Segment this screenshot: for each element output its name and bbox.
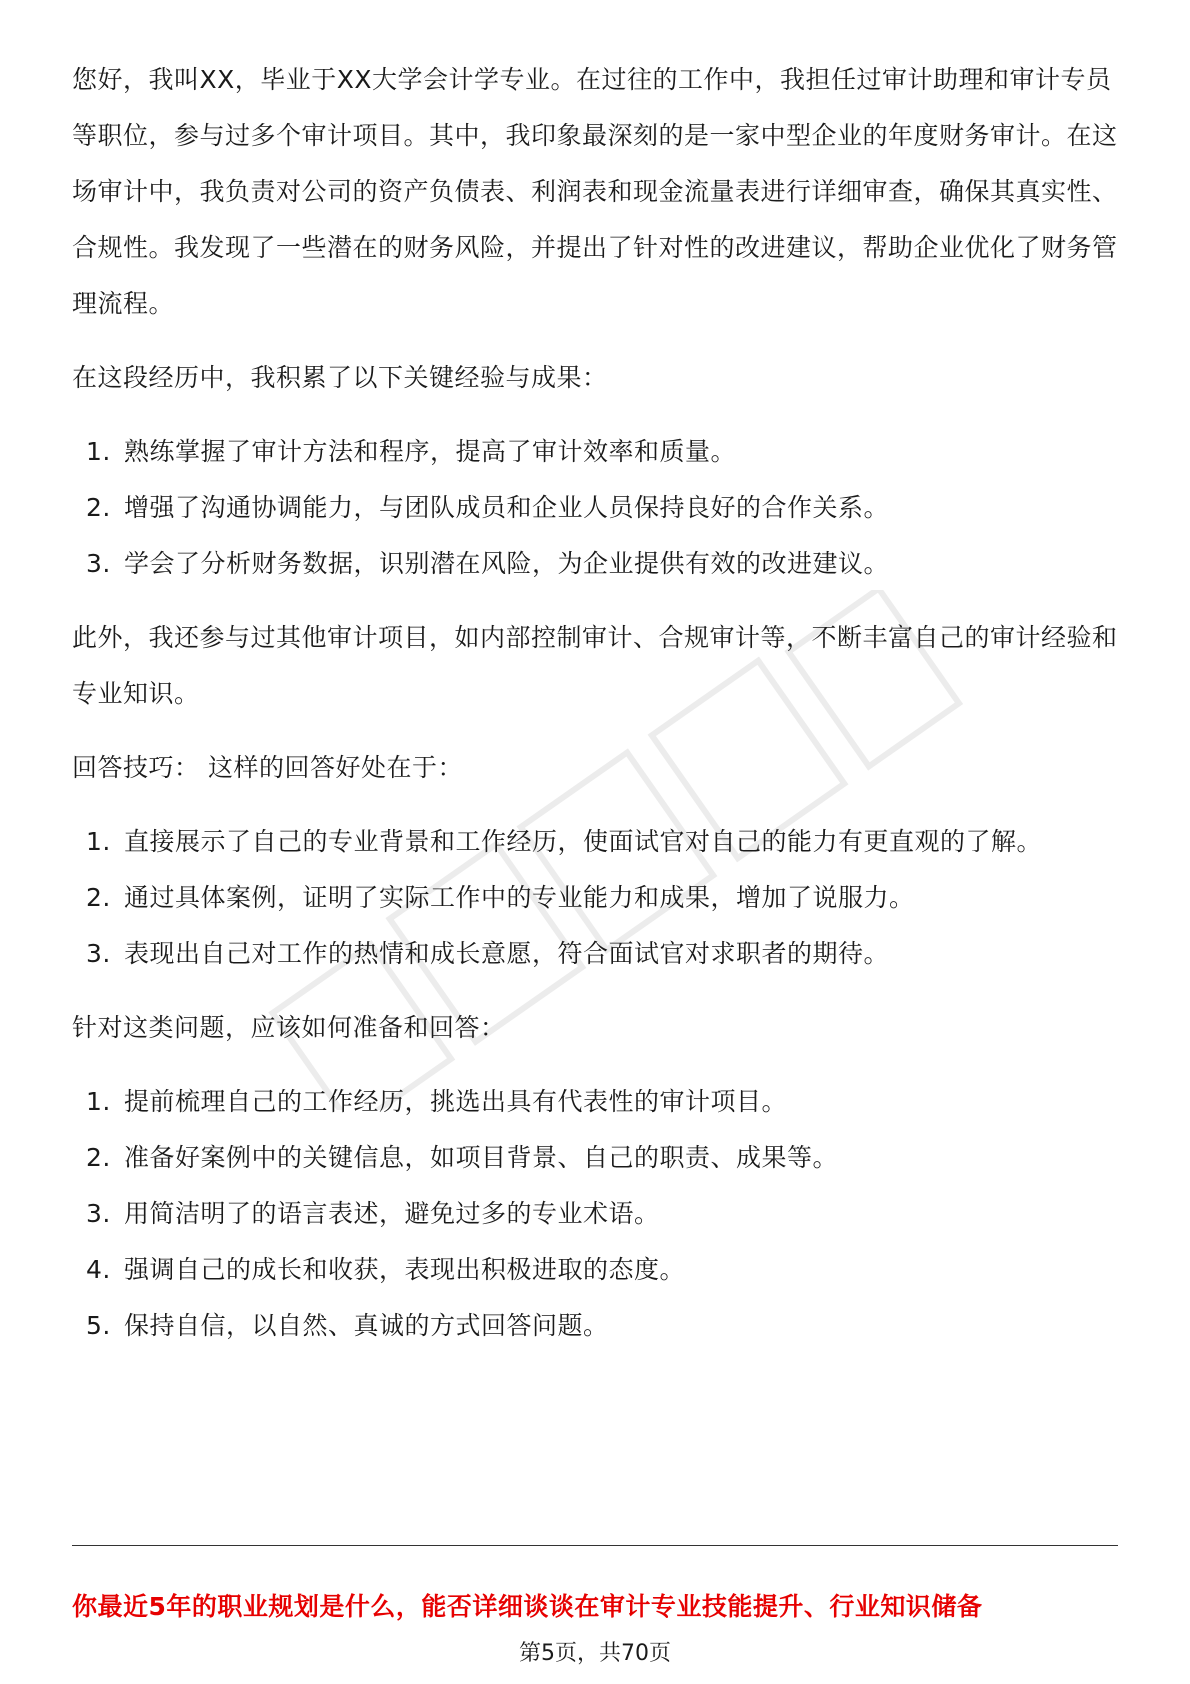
tips-list [72, 814, 1118, 982]
additional-paragraph: 此外，我还参与过其他审计项目，如内部控制审计、合规审计等，不断丰富自己的审计经验和专业知识。 [72, 623, 1118, 708]
intro-paragraph: 您好，我叫XX，毕业于XX大学会计学专业。在过往的工作中，我担任过审计助理和审计专员等职位，参与过多个审计项目。其中，我印象最深刻的是一家中型企业的年度财务审计。在这场审计中，我负责对公司的资产负债表、利润表和现金流量表进行详细审查，确保其真实性、合规性。我发现了一些潜在的财务风险，并提出了针对性的改进建议，帮助企业优化了财务管理流程。 [72, 65, 1118, 318]
list-text: 表现出自己对工作的热情和成长意愿，符合面试官对求职者的期待。 [124, 939, 890, 968]
list-number: 2. [86, 883, 111, 912]
document-body [72, 52, 1118, 1354]
list-item [72, 814, 1118, 870]
footer-divider [72, 1545, 1118, 1546]
tips-intro: 回答技巧： 这样的回答好处在于： [72, 753, 463, 782]
list-text: 保持自信，以自然、真诚的方式回答问题。 [124, 1311, 609, 1340]
list-item [72, 480, 1118, 536]
list-text: 强调自己的成长和收获，表现出积极进取的态度。 [124, 1255, 686, 1284]
list-text: 用简洁明了的语言表述，避免过多的专业术语。 [124, 1199, 660, 1228]
list-number: 5. [86, 1311, 111, 1340]
list-item [72, 424, 1118, 480]
prep-intro: 针对这类问题，应该如何准备和回答： [72, 1013, 506, 1042]
experience-list [72, 424, 1118, 592]
list-number: 4. [86, 1255, 111, 1284]
list-text: 提前梳理自己的工作经历，挑选出具有代表性的审计项目。 [124, 1087, 788, 1116]
list-text: 增强了沟通协调能力，与团队成员和企业人员保持良好的合作关系。 [124, 493, 890, 522]
list-item [72, 870, 1118, 926]
list-number: 1. [86, 827, 111, 856]
next-question-heading: 你最近5年的职业规划是什么，能否详细谈谈在审计专业技能提升、行业知识储备 [72, 1592, 983, 1621]
list-number: 2. [86, 1143, 111, 1172]
experience-intro: 在这段经历中，我积累了以下关键经验与成果： [72, 363, 608, 392]
page-number: 第5页，共70页 [519, 1641, 671, 1666]
list-number: 3. [86, 1199, 111, 1228]
list-item [72, 536, 1118, 592]
list-text: 直接展示了自己的专业背景和工作经历，使面试官对自己的能力有更直观的了解。 [124, 827, 1043, 856]
list-item [72, 926, 1118, 982]
list-number: 2. [86, 493, 111, 522]
list-item [72, 1186, 1118, 1242]
list-number: 3. [86, 549, 111, 578]
list-text: 学会了分析财务数据，识别潜在风险，为企业提供有效的改进建议。 [124, 549, 890, 578]
list-item [72, 1130, 1118, 1186]
list-text: 准备好案例中的关键信息，如项目背景、自己的职责、成果等。 [124, 1143, 839, 1172]
list-number: 1. [86, 1087, 111, 1116]
list-item [72, 1242, 1118, 1298]
list-text: 熟练掌握了审计方法和程序，提高了审计效率和质量。 [124, 437, 737, 466]
list-text: 通过具体案例，证明了实际工作中的专业能力和成果，增加了说服力。 [124, 883, 915, 912]
list-item [72, 1298, 1118, 1354]
list-number: 1. [86, 437, 111, 466]
list-number: 3. [86, 939, 111, 968]
list-item [72, 1074, 1118, 1130]
prep-list [72, 1074, 1118, 1354]
